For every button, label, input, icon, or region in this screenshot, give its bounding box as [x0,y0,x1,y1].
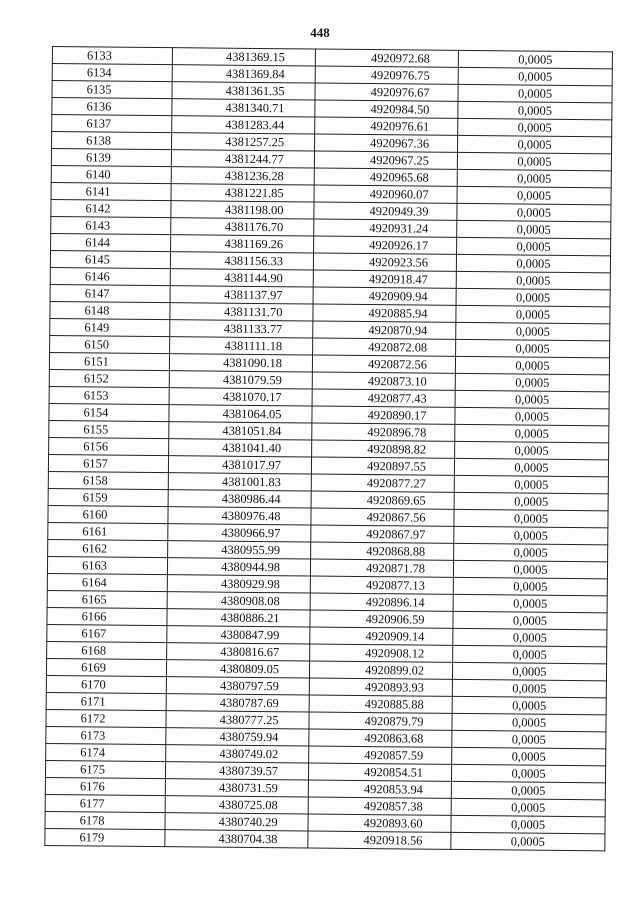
x-coordinate-cell: 4381176.70 [171,218,314,236]
x-coordinate-cell: 4381133.77 [170,320,313,338]
x-coordinate-cell: 4380966.97 [168,524,311,542]
x-coordinate-cell: 4381041.40 [169,439,312,457]
y-coordinate-cell: 4920877.43 [312,389,455,407]
y-coordinate-cell: 4920872.08 [313,338,456,356]
point-number-cell: 6167 [47,624,167,642]
y-coordinate-cell: 4920976.67 [315,83,458,101]
y-coordinate-cell: 4920870.94 [313,321,456,339]
y-coordinate-cell: 4920867.97 [311,525,454,543]
point-number-cell: 6170 [46,675,166,693]
precision-cell: 0,0005 [458,84,612,102]
x-coordinate-cell: 4381051.84 [169,422,312,440]
precision-cell: 0,0005 [457,186,611,204]
point-number-cell: 6140 [51,165,171,183]
x-coordinate-cell: 4381244.77 [171,150,314,168]
point-number-cell: 6169 [46,658,166,676]
y-coordinate-cell: 4920879.79 [309,712,452,730]
point-number-cell: 6141 [51,182,171,200]
x-coordinate-cell: 4381090.18 [169,354,312,372]
x-coordinate-cell: 4380731.59 [165,779,308,797]
x-coordinate-cell: 4380976.48 [168,507,311,525]
coordinates-table [44,46,613,851]
precision-cell: 0,0005 [451,815,605,833]
point-number-cell: 6153 [49,386,169,404]
precision-cell: 0,0005 [453,560,607,578]
precision-cell: 0,0005 [456,339,610,357]
y-coordinate-cell: 4920869.65 [311,491,454,509]
point-number-cell: 6161 [48,522,168,540]
x-coordinate-cell: 4381137.97 [170,286,313,304]
point-number-cell: 6156 [49,437,169,455]
y-coordinate-cell: 4920890.17 [312,406,455,424]
x-coordinate-cell: 4380787.69 [166,694,309,712]
point-number-cell: 6150 [50,335,170,353]
y-coordinate-cell: 4920867.56 [311,508,454,526]
point-number-cell: 6145 [50,250,170,268]
precision-cell: 0,0005 [454,492,608,510]
point-number-cell: 6151 [49,352,169,370]
precision-cell: 0,0005 [452,696,606,714]
x-coordinate-cell: 4381221.85 [171,184,314,202]
table-body [45,47,613,851]
point-number-cell: 6138 [52,132,172,150]
point-number-cell: 6178 [45,811,165,829]
precision-cell: 0,0005 [451,781,605,799]
point-number-cell: 6148 [50,301,170,319]
table-container [44,46,612,851]
y-coordinate-cell: 4920853.94 [308,780,451,798]
y-coordinate-cell: 4920906.59 [310,610,453,628]
precision-cell: 0,0005 [452,662,606,680]
y-coordinate-cell: 4920931.24 [314,219,457,237]
y-coordinate-cell: 4920893.93 [309,678,452,696]
precision-cell: 0,0005 [455,407,609,425]
y-coordinate-cell: 4920885.88 [309,695,452,713]
precision-cell: 0,0005 [455,441,609,459]
y-coordinate-cell: 4920896.14 [310,593,453,611]
point-number-cell: 6149 [50,318,170,336]
y-coordinate-cell: 4920877.13 [310,576,453,594]
x-coordinate-cell: 4380986.44 [168,490,311,508]
y-coordinate-cell: 4920896.78 [312,423,455,441]
y-coordinate-cell: 4920926.17 [314,236,457,254]
precision-cell: 0,0005 [458,67,612,85]
x-coordinate-cell: 4380944.98 [167,558,310,576]
y-coordinate-cell: 4920909.14 [310,627,453,645]
x-coordinate-cell: 4380816.67 [167,643,310,661]
x-coordinate-cell: 4381369.15 [172,48,315,66]
precision-cell: 0,0005 [453,628,607,646]
precision-cell: 0,0005 [458,118,612,136]
x-coordinate-cell: 4381236.28 [171,167,314,185]
x-coordinate-cell: 4381156.33 [170,252,313,270]
point-number-cell: 6158 [48,471,168,489]
precision-cell: 0,0005 [452,747,606,765]
y-coordinate-cell: 4920908.12 [310,644,453,662]
y-coordinate-cell: 4920898.82 [312,440,455,458]
x-coordinate-cell: 4381017.97 [168,456,311,474]
point-number-cell: 6157 [48,454,168,472]
precision-cell: 0,0005 [458,101,612,119]
precision-cell: 0,0005 [456,271,610,289]
precision-cell: 0,0005 [453,611,607,629]
point-number-cell: 6165 [47,590,167,608]
x-coordinate-cell: 4381131.70 [170,303,313,321]
precision-cell: 0,0005 [452,679,606,697]
precision-cell: 0,0005 [451,764,605,782]
precision-cell: 0,0005 [456,305,610,323]
y-coordinate-cell: 4920877.27 [311,474,454,492]
point-number-cell: 6155 [49,420,169,438]
point-number-cell: 6144 [51,233,171,251]
precision-cell: 0,0005 [455,390,609,408]
x-coordinate-cell: 4380704.38 [165,830,308,848]
y-coordinate-cell: 4920976.75 [315,66,458,84]
x-coordinate-cell: 4381144.90 [170,269,313,287]
x-coordinate-cell: 4380886.21 [167,609,310,627]
point-number-cell: 6163 [47,556,167,574]
x-coordinate-cell: 4380908.08 [167,592,310,610]
precision-cell: 0,0005 [457,237,611,255]
y-coordinate-cell: 4920871.78 [310,559,453,577]
x-coordinate-cell: 4381064.05 [169,405,312,423]
x-coordinate-cell: 4380749.02 [166,745,309,763]
point-number-cell: 6136 [52,98,172,116]
point-number-cell: 6162 [48,539,168,557]
point-number-cell: 6164 [47,573,167,591]
precision-cell: 0,0005 [455,424,609,442]
precision-cell: 0,0005 [454,543,608,561]
point-number-cell: 6133 [52,47,172,65]
precision-cell: 0,0005 [457,152,611,170]
precision-cell: 0,0005 [457,220,611,238]
point-number-cell: 6135 [52,81,172,99]
precision-cell: 0,0005 [456,288,610,306]
point-number-cell: 6139 [51,149,171,167]
y-coordinate-cell: 4920857.59 [309,746,452,764]
y-coordinate-cell: 4920967.25 [314,151,457,169]
y-coordinate-cell: 4920984.50 [315,100,458,118]
precision-cell: 0,0005 [457,135,611,153]
x-coordinate-cell: 4381340.71 [172,99,315,117]
x-coordinate-cell: 4380809.05 [166,660,309,678]
point-number-cell: 6171 [46,692,166,710]
x-coordinate-cell: 4381369.84 [172,65,315,83]
y-coordinate-cell: 4920960.07 [314,185,457,203]
x-coordinate-cell: 4381111.18 [170,337,313,355]
y-coordinate-cell: 4920918.56 [308,831,451,849]
precision-cell: 0,0005 [455,356,609,374]
point-number-cell: 6137 [52,115,172,133]
precision-cell: 0,0005 [455,373,609,391]
x-coordinate-cell: 4381169.26 [171,235,314,253]
x-coordinate-cell: 4381079.59 [169,371,312,389]
y-coordinate-cell: 4920976.61 [315,117,458,135]
precision-cell: 0,0005 [453,645,607,663]
point-number-cell: 6142 [51,199,171,217]
precision-cell: 0,0005 [453,577,607,595]
y-coordinate-cell: 4920897.55 [311,457,454,475]
y-coordinate-cell: 4920918.47 [313,270,456,288]
y-coordinate-cell: 4920857.38 [308,797,451,815]
x-coordinate-cell: 4381198.00 [171,201,314,219]
precision-cell: 0,0005 [454,526,608,544]
point-number-cell: 6175 [45,760,165,778]
precision-cell: 0,0005 [456,322,610,340]
precision-cell: 0,0005 [457,203,611,221]
y-coordinate-cell: 4920854.51 [308,763,451,781]
precision-cell: 0,0005 [454,458,608,476]
x-coordinate-cell: 4380797.59 [166,677,309,695]
point-number-cell: 6134 [52,64,172,82]
x-coordinate-cell: 4380759.94 [166,728,309,746]
x-coordinate-cell: 4381257.25 [172,133,315,151]
point-number-cell: 6160 [48,505,168,523]
point-number-cell: 6159 [48,488,168,506]
y-coordinate-cell: 4920972.68 [315,49,458,67]
y-coordinate-cell: 4920873.10 [312,372,455,390]
x-coordinate-cell: 4380955.99 [168,541,311,559]
x-coordinate-cell: 4380777.25 [166,711,309,729]
point-number-cell: 6172 [46,709,166,727]
point-number-cell: 6173 [46,726,166,744]
y-coordinate-cell: 4920909.94 [313,287,456,305]
point-number-cell: 6168 [47,641,167,659]
y-coordinate-cell: 4920885.94 [313,304,456,322]
x-coordinate-cell: 4381001.83 [168,473,311,491]
precision-cell: 0,0005 [451,798,605,816]
point-number-cell: 6166 [47,607,167,625]
y-coordinate-cell: 4920965.68 [314,168,457,186]
precision-cell: 0,0005 [452,730,606,748]
y-coordinate-cell: 4920967.36 [315,134,458,152]
y-coordinate-cell: 4920923.56 [313,253,456,271]
precision-cell: 0,0005 [456,254,610,272]
x-coordinate-cell: 4380740.29 [165,813,308,831]
precision-cell: 0,0005 [453,594,607,612]
precision-cell: 0,0005 [454,475,608,493]
point-number-cell: 6154 [49,403,169,421]
point-number-cell: 6179 [45,828,165,846]
point-number-cell: 6177 [45,794,165,812]
x-coordinate-cell: 4381361.35 [172,82,315,100]
x-coordinate-cell: 4380847.99 [167,626,310,644]
point-number-cell: 6147 [50,284,170,302]
point-number-cell: 6146 [50,267,170,285]
point-number-cell: 6143 [51,216,171,234]
point-number-cell: 6176 [45,777,165,795]
y-coordinate-cell: 4920949.39 [314,202,457,220]
precision-cell: 0,0005 [458,50,612,68]
y-coordinate-cell: 4920893.60 [308,814,451,832]
x-coordinate-cell: 4380739.57 [165,762,308,780]
point-number-cell: 6174 [46,743,166,761]
precision-cell: 0,0005 [451,832,605,850]
x-coordinate-cell: 4380725.08 [165,796,308,814]
precision-cell: 0,0005 [457,169,611,187]
point-number-cell: 6152 [49,369,169,387]
y-coordinate-cell: 4920868.88 [311,542,454,560]
page-number: 448 [310,25,330,40]
y-coordinate-cell: 4920899.02 [309,661,452,679]
y-coordinate-cell: 4920863.68 [309,729,452,747]
x-coordinate-cell: 4380929.98 [167,575,310,593]
x-coordinate-cell: 4381070.17 [169,388,312,406]
y-coordinate-cell: 4920872.56 [312,355,455,373]
x-coordinate-cell: 4381283.44 [172,116,315,134]
precision-cell: 0,0005 [452,713,606,731]
precision-cell: 0,0005 [454,509,608,527]
